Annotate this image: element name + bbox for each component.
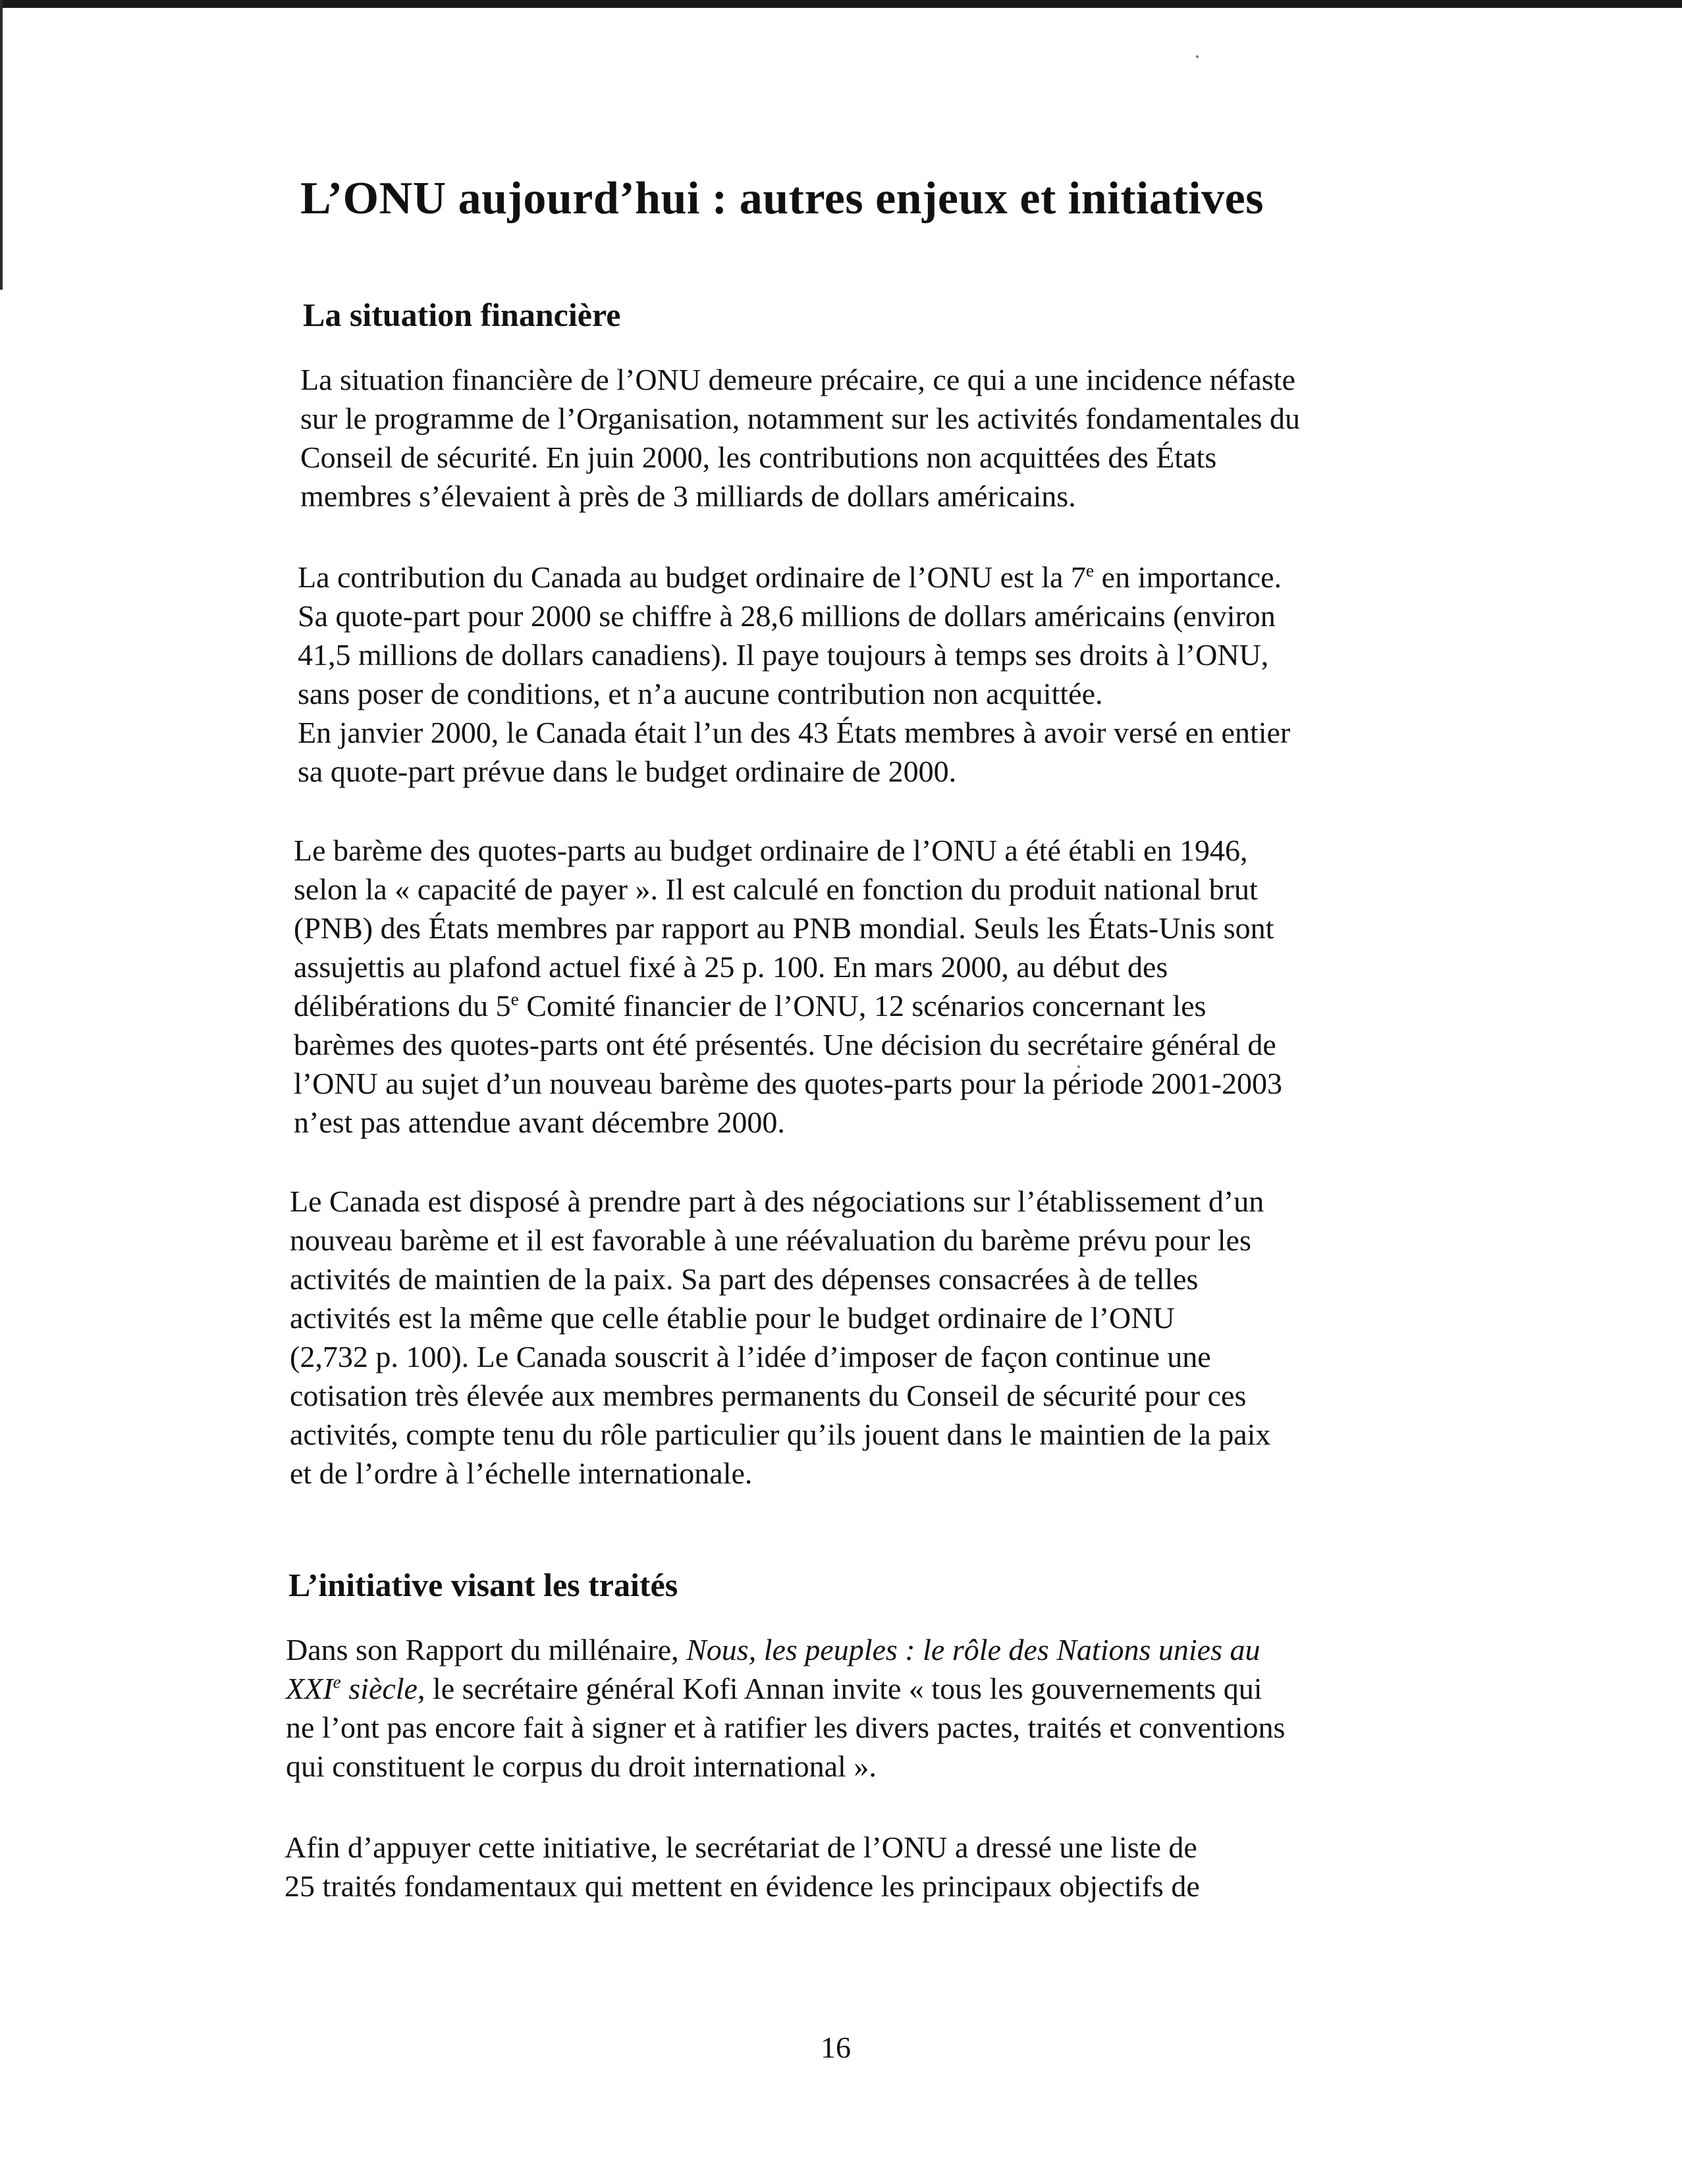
text-line: (2,732 p. 100). Le Canada souscrit à l’idée d’imposer de façon continue une bbox=[290, 1340, 1211, 1373]
text-line: selon la « capacité de payer ». Il est calculé en fonction du produit national brut bbox=[294, 872, 1258, 906]
page-title: L’ONU aujourd’hui : autres enjeux et initiatives bbox=[300, 173, 1264, 224]
paragraph bbox=[298, 558, 1290, 791]
text-segment: Dans son Rapport du millénaire, bbox=[286, 1633, 687, 1666]
text-line: La situation financière de l’ONU demeure précaire, ce qui a une incidence néfaste bbox=[300, 363, 1295, 396]
text-line: ne l’ont pas encore fait à signer et à ratifier les divers pactes, traités et conventions bbox=[286, 1711, 1286, 1744]
text-line: et de l’ordre à l’échelle internationale. bbox=[290, 1456, 753, 1490]
text-line: (PNB) des États membres par rapport au PNB mondial. Seuls les États-Unis sont bbox=[294, 911, 1274, 945]
text-segment: délibérations du 5 bbox=[294, 989, 511, 1023]
text-line: n’est pas attendue avant décembre 2000. bbox=[294, 1105, 785, 1139]
text-line: barèmes des quotes-parts ont été présentés. Une décision du secrétaire général de bbox=[294, 1028, 1276, 1061]
text-line: Sa quote-part pour 2000 se chiffre à 28,6 millions de dollars américains (environ bbox=[298, 599, 1276, 633]
text-line bbox=[286, 1669, 1285, 1708]
report-title-italic bbox=[286, 1672, 418, 1705]
text-line: sur le programme de l’Organisation, notamment sur les activités fondamentales du bbox=[300, 402, 1301, 435]
paragraph bbox=[285, 1828, 1200, 1905]
scan-border-top bbox=[0, 0, 1682, 8]
text-line: Le Canada est disposé à prendre part à des négociations sur l’établissement d’un bbox=[290, 1185, 1264, 1218]
text-line: Le barème des quotes-parts au budget ordinaire de l’ONU a été établi en 1946, bbox=[294, 834, 1248, 867]
text-segment: XXI bbox=[286, 1672, 333, 1705]
text-segment: Comité financier de l’ONU, 12 scénarios concernant les bbox=[518, 989, 1207, 1023]
text-line: membres s’élevaient à près de 3 milliards de dollars américains. bbox=[300, 479, 1076, 513]
text-segment: , le secrétaire général Kofi Annan invite « tous les gouvernements qui bbox=[417, 1672, 1262, 1705]
text-line: cotisation très élevée aux membres permanents du Conseil de sécurité pour ces bbox=[290, 1379, 1247, 1412]
text-line: En janvier 2000, le Canada était l’un des 43 États membres à avoir versé en entier bbox=[298, 716, 1291, 749]
text-line: Conseil de sécurité. En juin 2000, les contributions non acquittées des États bbox=[300, 440, 1217, 474]
text-line: nouveau barème et il est favorable à une réévaluation du barème prévu pour les bbox=[290, 1223, 1251, 1257]
text-line: l’ONU au sujet d’un nouveau barème des quotes-parts pour la période 2001-2003 bbox=[294, 1067, 1282, 1100]
superscript: e bbox=[1085, 560, 1095, 581]
text-line: qui constituent le corpus du droit international ». bbox=[286, 1749, 877, 1783]
scan-speck bbox=[1196, 55, 1199, 58]
text-line bbox=[298, 558, 1290, 597]
text-line: activités, compte tenu du rôle particulier qu’ils jouent dans le maintien de la paix bbox=[290, 1418, 1271, 1451]
scan-border-left bbox=[0, 0, 3, 290]
text-line: assujettis au plafond actuel fixé à 25 p. 100. En mars 2000, au début des bbox=[294, 950, 1168, 984]
text-line: 25 traités fondamentaux qui mettent en évidence les principaux objectifs de bbox=[285, 1869, 1200, 1903]
report-title-italic: Nous, les peuples : le rôle des Nations unies au bbox=[686, 1633, 1261, 1666]
paragraph bbox=[300, 360, 1300, 516]
section-heading-financial-situation: La situation financière bbox=[303, 296, 621, 333]
section-heading-treaty-initiative: L’initiative visant les traités bbox=[288, 1566, 678, 1603]
paragraph bbox=[286, 1630, 1285, 1786]
text-segment: en importance. bbox=[1094, 560, 1282, 594]
text-segment: La contribution du Canada au budget ordinaire de l’ONU est la 7 bbox=[298, 560, 1086, 594]
text-line bbox=[286, 1630, 1285, 1669]
text-line: activités de maintien de la paix. Sa part des dépenses consacrées à de telles bbox=[290, 1262, 1199, 1296]
superscript: e bbox=[333, 1671, 341, 1692]
page-number: 16 bbox=[821, 2031, 851, 2064]
superscript: e bbox=[510, 988, 519, 1009]
text-line: Afin d’appuyer cette initiative, le secrétariat de l’ONU a dressé une liste de bbox=[285, 1830, 1197, 1864]
paragraph bbox=[294, 831, 1282, 1142]
text-line bbox=[294, 986, 1282, 1025]
text-line: activités est la même que celle établie pour le budget ordinaire de l’ONU bbox=[290, 1301, 1175, 1335]
text-line: 41,5 millions de dollars canadiens). Il paye toujours à temps ses droits à l’ONU, bbox=[298, 638, 1269, 672]
paragraph bbox=[290, 1182, 1270, 1493]
text-line: sans poser de conditions, et n’a aucune contribution non acquittée. bbox=[298, 677, 1103, 710]
text-segment: siècle bbox=[340, 1672, 418, 1705]
text-line: sa quote-part prévue dans le budget ordinaire de 2000. bbox=[298, 755, 957, 788]
